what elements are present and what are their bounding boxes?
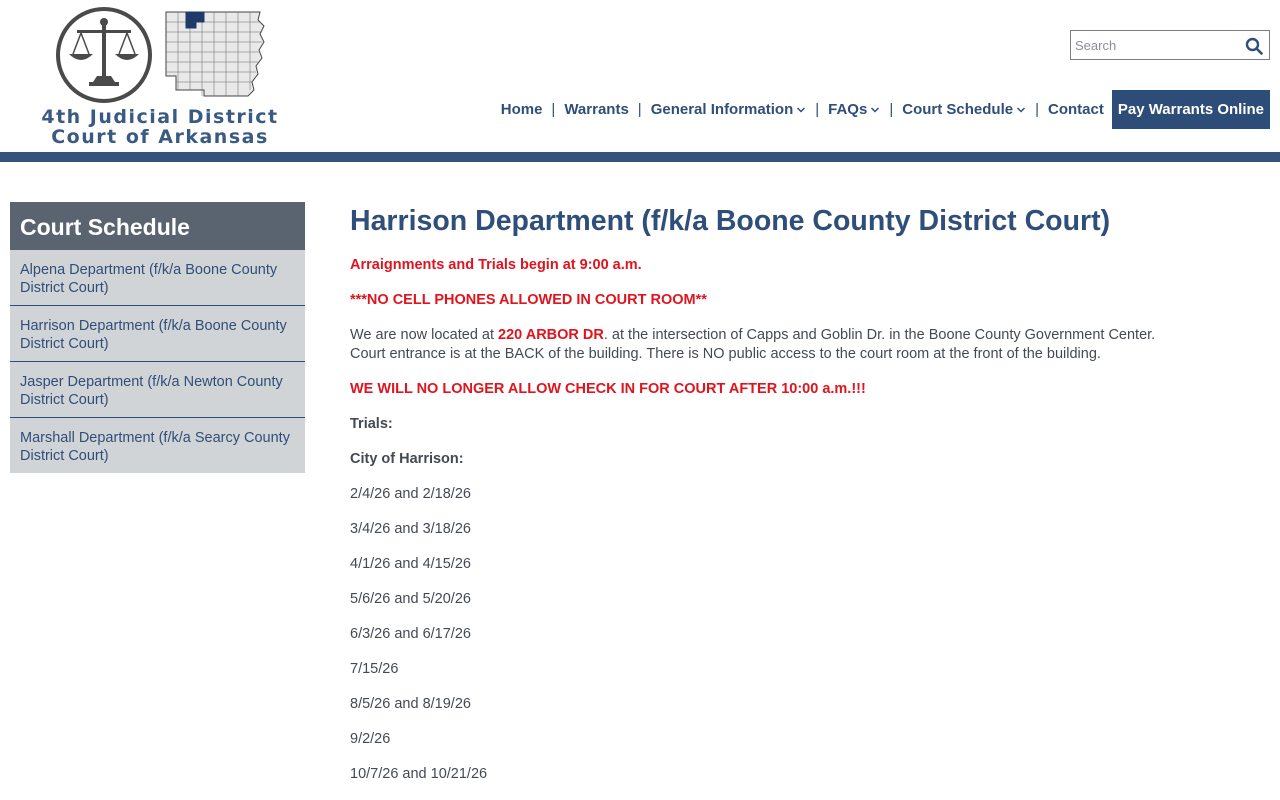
- search-box: [1070, 30, 1270, 60]
- nav-warrants[interactable]: [564, 101, 628, 118]
- nav-warrants-label: Warrants: [564, 101, 629, 118]
- nav-court-schedule[interactable]: [902, 101, 1026, 118]
- location-prefix: We are now located at: [350, 327, 499, 343]
- sidebar-item-marshall[interactable]: Marshall Department (f/k/a Searcy County District Court): [10, 418, 305, 473]
- main-content: [350, 203, 1160, 784]
- nav-faqs-label: FAQs: [828, 101, 868, 118]
- site-header: [0, 0, 1280, 152]
- nav-general-information-label: General Information: [650, 101, 794, 118]
- logo-line-2: Court of Arkansas: [51, 126, 269, 148]
- nav-contact-label: Contact: [1048, 101, 1104, 118]
- trial-date: 6/3/26 and 6/17/26: [350, 626, 471, 642]
- nav-general-information[interactable]: [651, 101, 807, 118]
- trial-date: 4/1/26 and 4/15/26: [350, 556, 471, 572]
- pay-warrants-online-button[interactable]: Pay Warrants Online: [1112, 90, 1270, 129]
- trial-date: 7/15/26: [350, 661, 399, 677]
- trial-date: 2/4/26 and 2/18/26: [350, 486, 471, 502]
- location-suffix: . at the intersection of Capps and Goblin Dr. in the Boone County Government Center. Court entrance is at the BACK of the building. There is NO public access to the court room at the front of the building.: [350, 327, 1156, 362]
- chevron-down-icon: [796, 105, 806, 115]
- location-paragraph: [350, 326, 1160, 364]
- arkansas-county-map-logo[interactable]: [164, 10, 266, 98]
- page-title: Harrison Department (f/k/a Boone County District Court): [350, 205, 1111, 237]
- sidebar-item-alpena[interactable]: Alpena Department (f/k/a Boone County District Court): [10, 250, 305, 306]
- trial-date: 3/4/26 and 3/18/26: [350, 521, 471, 537]
- chevron-down-icon: [870, 105, 880, 115]
- main-nav: [501, 90, 1270, 129]
- header-divider-bar: [0, 152, 1280, 162]
- sidebar-item-harrison[interactable]: Harrison Department (f/k/a Boone County District Court): [10, 306, 305, 362]
- chevron-down-icon: [1016, 105, 1026, 115]
- location-address: 220 ARBOR DR: [498, 327, 604, 343]
- site-logo-text[interactable]: [36, 107, 284, 147]
- nav-court-schedule-label: Court Schedule: [902, 101, 1014, 118]
- nav-separator: |: [1035, 101, 1039, 118]
- nav-separator: |: [889, 101, 894, 118]
- nav-home[interactable]: [501, 101, 543, 118]
- nav-faqs[interactable]: [828, 101, 880, 118]
- trial-date: 5/6/26 and 5/20/26: [350, 591, 471, 607]
- nav-contact[interactable]: [1048, 101, 1104, 118]
- nav-separator: |: [551, 101, 556, 118]
- sidebar-title: Court Schedule: [10, 202, 305, 250]
- nav-separator: |: [815, 101, 820, 118]
- arraignments-notice: Arraignments and Trials begin at 9:00 a.m.: [350, 257, 642, 273]
- no-cell-phones-notice: ***NO CELL PHONES ALLOWED IN COURT ROOM**: [350, 292, 707, 308]
- search-input[interactable]: [1071, 31, 1239, 59]
- trial-date: 8/5/26 and 8/19/26: [350, 696, 471, 712]
- trials-label: Trials:: [350, 416, 393, 432]
- sidebar-item-jasper[interactable]: Jasper Department (f/k/a Newton County District Court): [10, 362, 305, 418]
- trial-date: 10/7/26 and 10/21/26: [350, 766, 488, 782]
- nav-home-label: Home: [500, 101, 543, 118]
- scales-of-justice-logo[interactable]: [55, 6, 153, 104]
- court-schedule-sidebar: [10, 202, 305, 473]
- trial-date: 9/2/26: [350, 731, 391, 747]
- search-icon[interactable]: [1245, 37, 1263, 55]
- city-of-harrison-label: City of Harrison:: [350, 451, 464, 467]
- logo-line-1: 4th Judicial District: [41, 106, 279, 128]
- check-in-notice: WE WILL NO LONGER ALLOW CHECK IN FOR COURT AFTER 10:00 a.m.!!!: [350, 381, 866, 397]
- nav-separator: |: [637, 101, 642, 118]
